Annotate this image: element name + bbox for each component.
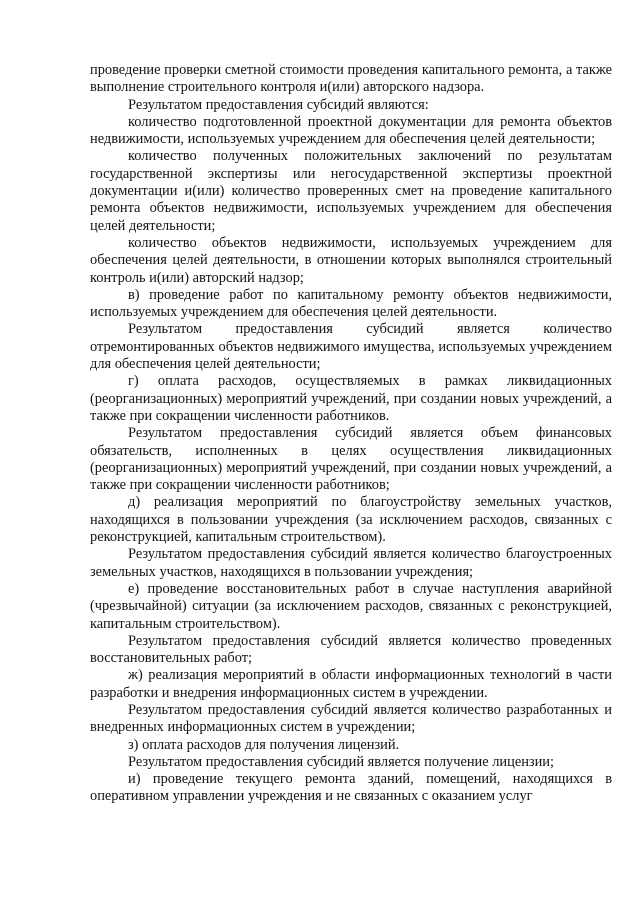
- list-item: в) проведение работ по капитальному ремонту объектов недвижимости, используемых учреждением для обеспечения целей деятельности.: [90, 286, 612, 321]
- list-item: е) проведение восстановительных работ в случае наступления аварийной (чрезвычайной) ситуации (за исключением расходов, связанных с реконструкцией, капитальным строительством).: [90, 580, 612, 632]
- list-item: и) проведение текущего ремонта зданий, помещений, находящихся в оперативном управлении учреждения и не связанных с оказанием услуг: [90, 771, 612, 805]
- paragraph: Результатом предоставления субсидий является объем финансовых обязательств, исполненных в целях осуществления ликвидационных (реорганизационных) мероприятий учреждений, при создании новых учреждений, а также при сокращении численности работников;: [90, 425, 612, 494]
- paragraph: количество подготовленной проектной документации для ремонта объектов недвижимости, используемых учреждением для обеспечения целей деятельности;: [90, 113, 612, 148]
- paragraph: Результатом предоставления субсидий являются:: [128, 96, 429, 113]
- paragraph: количество объектов недвижимости, используемых учреждением для обеспечения целей деятельности, в отношении которых выполнялся строительный контроль и(или) авторский надзор;: [90, 234, 612, 286]
- paragraph: проведение проверки сметной стоимости проведения капитального ремонта, а также выполнение строительного контроля и(или) авторского надзора.: [90, 62, 612, 96]
- paragraph: Результатом предоставления субсидий является количество проведенных восстановительных работ;: [90, 632, 612, 667]
- paragraph: Результатом предоставления субсидий является получение лицензии;: [128, 753, 554, 770]
- paragraph: количество полученных положительных заключений по результатам государственной экспертизы или негосударственной экспертизы проектной документации и(или) количество проверенных смет на проведение капитального ремонта объектов недвижимости, используемых учреждением для обеспечения целей деятельности;: [90, 148, 612, 234]
- paragraph: Результатом предоставления субсидий является количество отремонтированных объектов недвижимого имущества, используемых учреждением для обеспечения целей деятельности;: [90, 321, 612, 373]
- paragraph: Результатом предоставления субсидий является количество благоустроенных земельных участков, находящихся в пользовании учреждения;: [90, 546, 612, 580]
- paragraph: Результатом предоставления субсидий является количество разработанных и внедренных информационных систем в учреждении;: [90, 701, 612, 736]
- list-item: г) оплата расходов, осуществляемых в рамках ликвидационных (реорганизационных) мероприятий учреждений, при создании новых учреждений, а также при сокращении численности работников.: [90, 373, 612, 424]
- list-item: д) реализация мероприятий по благоустройству земельных участков, находящихся в пользовании учреждения (за исключением расходов, связанных с реконструкцией, капитальным строительством).: [90, 494, 612, 546]
- list-item: з) оплата расходов для получения лицензий.: [128, 736, 400, 753]
- list-item: ж) реализация мероприятий в области информационных технологий в части разработки и внедрения информационных систем в учреждении.: [90, 667, 612, 701]
